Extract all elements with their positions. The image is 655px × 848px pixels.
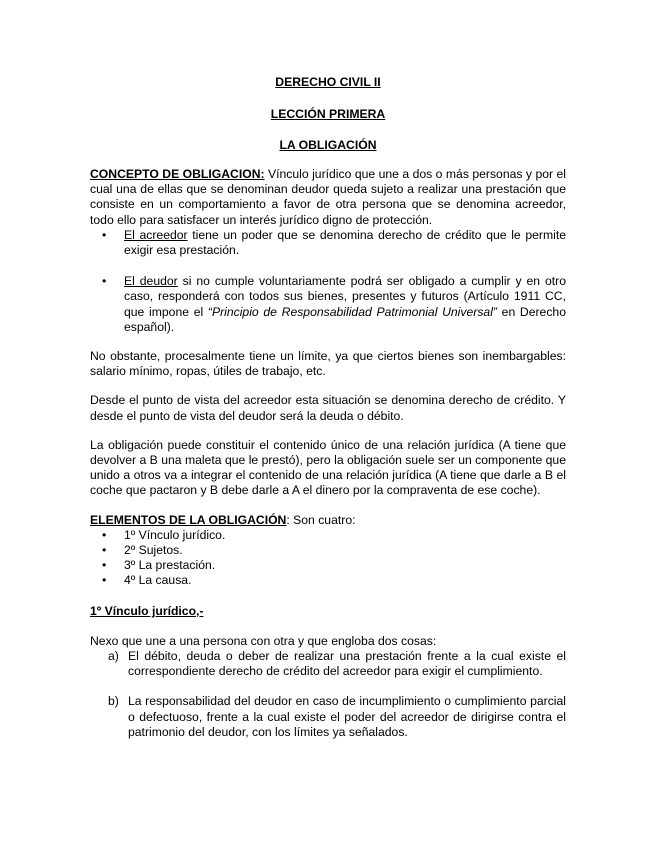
party-tail: en Derecho español). bbox=[124, 304, 566, 334]
list-mark: b) bbox=[108, 694, 119, 709]
list-item: • 3º La prestación. bbox=[90, 558, 566, 573]
paragraph-relacion: La obligación puede constituir el contenido único de una relación jurídica (A tiene que devolver a B una maleta que le prestó), pero la obligación suele ser un componente que unido a otros va a integrar el contenido de una relación jurídica (A tiene que darle a B el coche que pactaron y B debe darle a A el dinero por la compraventa de ese coche). bbox=[90, 437, 566, 498]
list-item bbox=[90, 694, 566, 740]
party-text: si no cumple voluntariamente podrá ser obligado a cumplir y en otro caso, responderá con todos sus bienes, presentes y futuros (Artículo 1911 CC, que impone el bbox=[124, 274, 567, 319]
list-text: La responsabilidad del deudor en caso de incumplimiento o cumplimiento parcial o defectuoso, frente a la cual existe el poder del acreedor de dirigirse contra el patrimonio del deudor, con los límites ya señalados. bbox=[128, 694, 566, 739]
list-item: • 1º Vínculo jurídico. bbox=[90, 528, 566, 543]
party-term: El deudor bbox=[124, 274, 178, 289]
section1-heading-line bbox=[90, 604, 566, 619]
concept-text: Vínculo jurídico que une a dos o más personas y por el cual una de ellas que se denominan deudor queda sujeto a realizar una prestación que consiste en un comportamiento a favor de otra persona que se denomina acreedor, todo ello para satisfacer un interés jurídico digno de protección. bbox=[90, 167, 566, 227]
parties-list bbox=[90, 228, 566, 335]
course-title: DERECHO CIVIL II bbox=[275, 75, 381, 89]
concept-paragraph bbox=[90, 167, 566, 228]
elements-heading: ELEMENTOS DE LA OBLIGACIÓN bbox=[90, 512, 287, 527]
section1-heading: 1º Vínculo jurídico,- bbox=[90, 603, 204, 618]
list-item: • 2º Sujetos. bbox=[90, 543, 566, 558]
list-item bbox=[90, 274, 566, 335]
party-quote: “Principio de Responsabilidad Patrimonial Universal” bbox=[207, 304, 497, 319]
list-item bbox=[90, 649, 566, 679]
list-text: El débito, deuda o deber de realizar una prestación frente a la cual existe el correspondiente derecho de crédito del acreedor para exigir el cumplimiento. bbox=[128, 649, 566, 679]
section1-list bbox=[90, 649, 566, 740]
party-term: El acreedor bbox=[124, 227, 188, 242]
elements-paragraph bbox=[90, 513, 566, 528]
paragraph-procesal: No obstante, procesalmente tiene un límite, ya que ciertos bienes son inembargables: salario mínimo, ropas, útiles de trabajo, etc. bbox=[90, 349, 566, 379]
document-page bbox=[90, 70, 566, 740]
list-item: • 4º La causa. bbox=[90, 573, 566, 588]
concept-heading: CONCEPTO DE OBLIGACION: bbox=[90, 167, 265, 181]
party-text: tiene un poder que se denomina derecho de crédito que le permite exigir esa prestación. bbox=[124, 227, 566, 258]
section1-intro: Nexo que une a una persona con otra y que engloba dos cosas: bbox=[90, 633, 437, 648]
topic-title: LA OBLIGACIÓN bbox=[279, 138, 377, 152]
elements-intro: : Son cuatro: bbox=[286, 512, 356, 527]
elements-list bbox=[90, 528, 566, 589]
list-item bbox=[90, 228, 566, 258]
paragraph-punto-vista: Desde el punto de vista del acreedor esta situación se denomina derecho de crédito. Y desde el punto de vista del deudor será la deuda o débito. bbox=[90, 393, 566, 423]
lesson-title: LECCIÓN PRIMERA bbox=[270, 107, 386, 121]
list-mark: a) bbox=[108, 649, 119, 664]
